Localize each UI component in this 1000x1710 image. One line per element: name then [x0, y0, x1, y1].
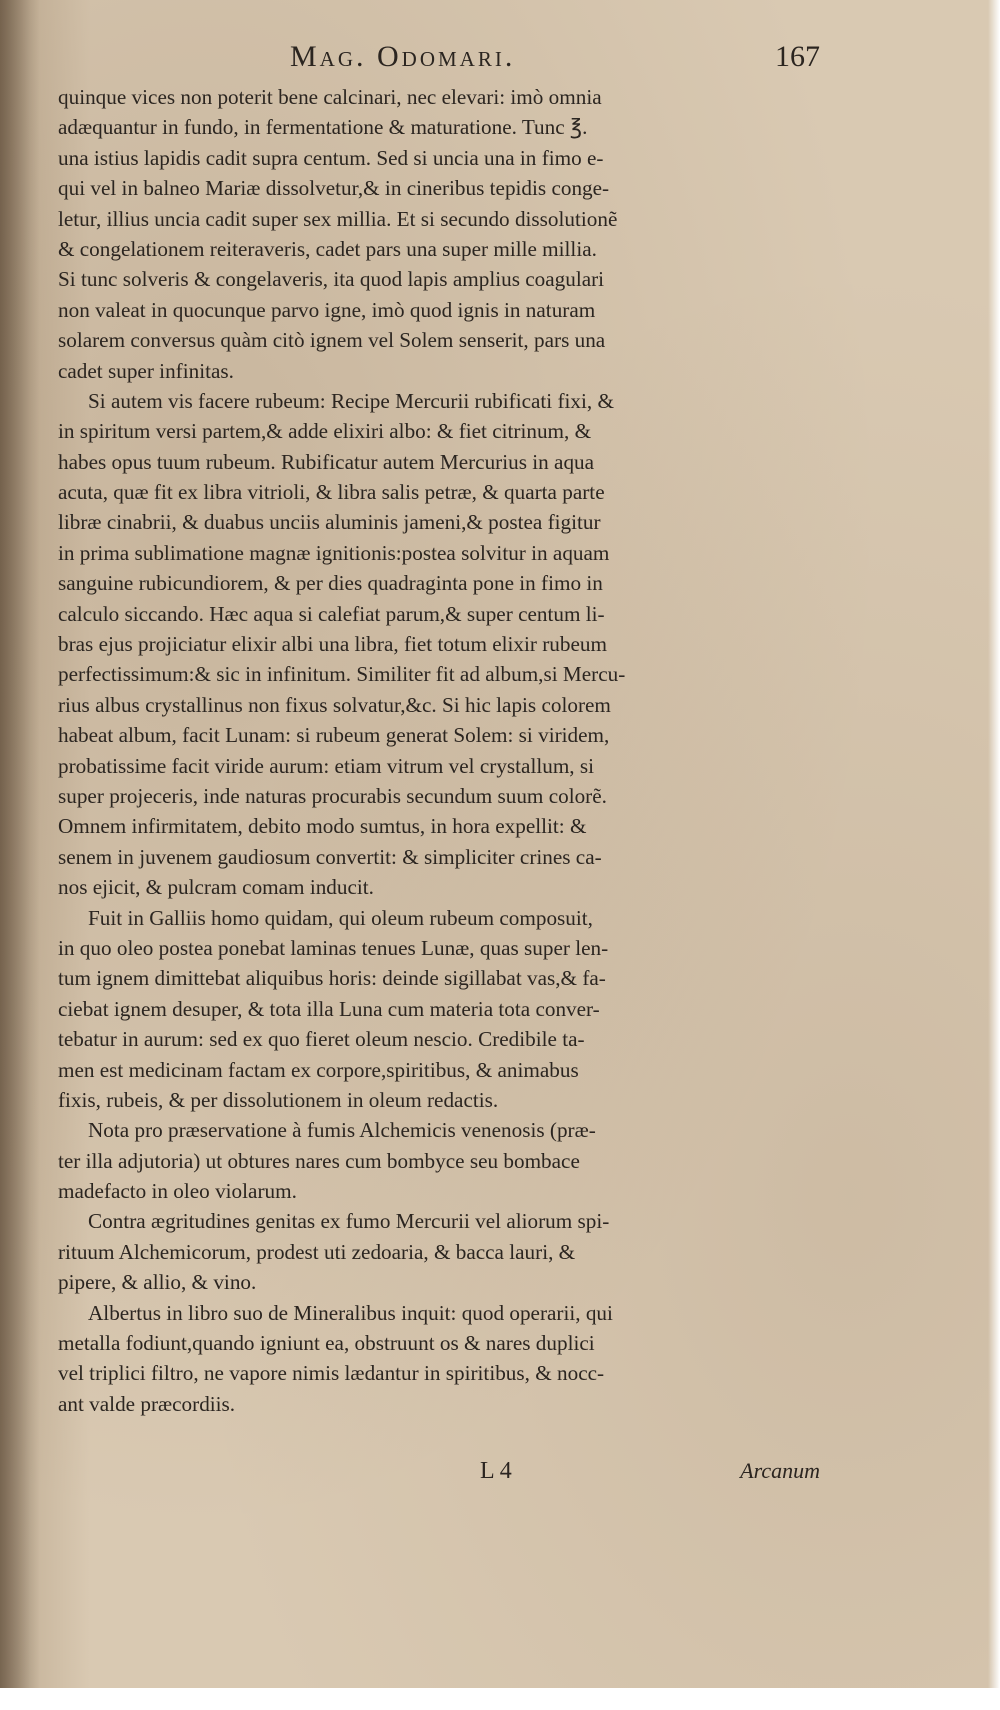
text-line: habeat album, facit Lunam: si rubeum generat Solem: si viridem, [58, 723, 610, 748]
body-text [58, 82, 820, 1419]
text-line: in prima sublimatione magnæ ignitionis:postea solvitur in aquam [58, 540, 610, 565]
text-line: pipere, & allio, & vino. [58, 1270, 257, 1295]
text-line: in quo oleo postea ponebat laminas tenues Lunæ, quas super len- [58, 935, 609, 960]
text-line: Si tunc solveris & congelaveris, ita quod lapis amplius coagulari [58, 267, 605, 292]
text-line: rius albus crystallinus non fixus solvatur,&c. Si hic lapis colorem [58, 692, 611, 717]
text-line: rituum Alchemicorum, prodest uti zedoaria, & bacca lauri, & [58, 1239, 576, 1264]
text-line: acuta, quæ fit ex libra vitrioli, & libra salis petræ, & quarta parte [58, 480, 605, 505]
text-line: ant valde præcordiis. [58, 1391, 236, 1416]
text-line: & congelationem reiteraveris, cadet pars una super mille millia. [58, 236, 597, 261]
text-line: solarem conversus quàm citò ignem vel Solem senserit, pars una [58, 328, 606, 353]
text-line: Fuit in Galliis homo quidam, qui oleum rubeum composuit, [88, 905, 593, 930]
text-line: cadet super infinitas. [58, 358, 234, 383]
text-line: Omnem infirmitatem, debito modo sumtus, in hora expellit: & [58, 814, 587, 839]
text-line: perfectissimum:& sic in infinitum. Similiter fit ad album,si Mercu- [58, 662, 626, 687]
text-line: tum ignem dimittebat aliquibus horis: deinde sigillabat vas,& fa- [58, 966, 606, 991]
text-line: Albertus in libro suo de Mineralibus inquit: quod operarii, qui [88, 1300, 613, 1325]
scan-margin [0, 1688, 1000, 1710]
text-line: sanguine rubicundiorem, & per dies quadraginta pone in fimo in [58, 571, 603, 596]
text-line: habes opus tuum rubeum. Rubificatur autem Mercurius in aqua [58, 449, 595, 474]
text-line: vel triplici filtro, ne vapore nimis lædantur in spiritibus, & nocc- [58, 1361, 605, 1386]
catchword: Arcanum [740, 1458, 820, 1483]
text-line: tebatur in aurum: sed ex quo fieret oleum nescio. Credibile ta- [58, 1027, 585, 1052]
text-line: una istius lapidis cadit supra centum. Sed si uncia una in fimo e- [58, 145, 604, 170]
text-line: adæquantur in fundo, in fermentatione & maturatione. Tunc ℥. [58, 115, 588, 140]
text-line: Contra ægritudines genitas ex fumo Mercurii vel aliorum spi- [88, 1209, 610, 1234]
page-footer [60, 1458, 820, 1492]
text-line: non valeat in quocunque parvo igne, imò quod ignis in naturam [58, 297, 596, 322]
text-line: libræ cinabrii, & duabus unciis aluminis jameni,& postea figitur [58, 510, 601, 535]
text-line: metalla fodiunt,quando igniunt ea, obstruunt os & nares duplici [58, 1331, 595, 1356]
text-line: men est medicinam factam ex corpore,spiritibus, & animabus [58, 1057, 579, 1082]
text-line: Nota pro præservatione à fumis Alchemicis venenosis (præ- [88, 1118, 596, 1143]
text-line: Si autem vis facere rubeum: Recipe Mercurii rubificati fixi, & [88, 388, 614, 413]
text-line: senem in juvenem gaudiosum convertit: & simpliciter crines ca- [58, 844, 602, 869]
text-line: madefacto in oleo violarum. [58, 1179, 297, 1204]
page-edge [988, 0, 1000, 1710]
text-line: ter illa adjutoria) ut obtures nares cum bombyce seu bombace [58, 1148, 580, 1173]
text-line: letur, illius uncia cadit super sex millia. Et si secundo dissolutionẽ [58, 206, 618, 231]
text-line: quinque vices non poterit bene calcinari, nec elevari: imò omnia [58, 85, 602, 109]
text-line: qui vel in balneo Mariæ dissolvetur,& in cineribus tepidis conge- [58, 176, 610, 201]
signature-mark: L 4 [480, 1458, 512, 1484]
text-line: calculo siccando. Hæc aqua si calefiat parum,& super centum li- [58, 601, 605, 626]
text-line: probatissime facit viride aurum: etiam vitrum vel crystallum, si [58, 753, 595, 778]
text-line: ciebat ignem desuper, & tota illa Luna cum materia tota conver- [58, 996, 600, 1021]
gutter-shadow [0, 0, 40, 1710]
page-number: 167 [775, 40, 820, 73]
running-title: Mag. Odomari. [290, 40, 516, 73]
text-line: super projeceris, inde naturas procurabis secundum suum colorẽ. [58, 783, 607, 808]
text-line: bras ejus projiciatur elixir albi una libra, fiet totum elixir rubeum [58, 632, 607, 657]
text-line: nos ejicit, & pulcram comam inducit. [58, 875, 374, 900]
page-header [60, 40, 820, 80]
text-line: fixis, rubeis, & per dissolutionem in oleum redactis. [58, 1087, 499, 1112]
text-line: in spiritum versi partem,& adde elixiri albo: & fiet citrinum, & [58, 419, 592, 444]
